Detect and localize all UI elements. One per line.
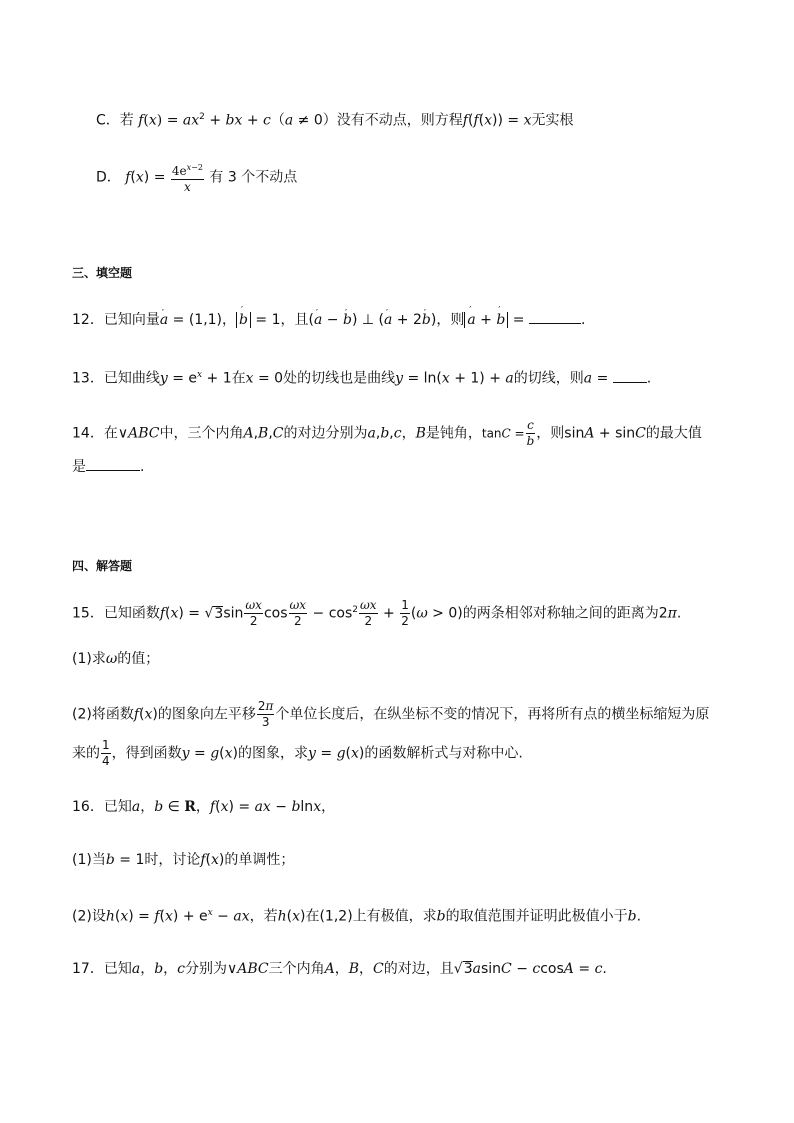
q14-line-2: 是	[72, 459, 86, 475]
q17-text-3: 的对边，且	[383, 961, 454, 977]
q15-p2-g: 的函数解析式与对称中心.	[364, 745, 523, 762]
option-c-text-1: 没有不动点，则方程	[336, 112, 463, 129]
q15-p2-c: 个单位长度后，在纵坐标不变的情况下，再将所有点的横坐标缩短为原	[275, 706, 710, 723]
q12-text-2: ，则	[436, 312, 465, 328]
q14-text-6: 的最大值	[645, 425, 702, 442]
q15-p1-b: 的值；	[117, 651, 160, 667]
question-14-line-2: 是 .	[72, 456, 144, 478]
q13-text-2: 处的切线也是曲线	[283, 370, 396, 387]
question-15: 15．已知函数f(x) = √3sin $\frac{\omega x}{2}$ cos $\frac{\omega x}{2}$ − $\cos^2$ $\frac{\omega x}{2}$ + $\frac{1}{2}$ (ω > 0)的两条相邻对称轴之间的距离为2π.	[72, 598, 682, 628]
q15-p2-d: 来的	[72, 745, 100, 762]
q16-p2-a: (2)设	[72, 908, 106, 925]
q12-text-3: =	[512, 312, 525, 328]
q15-p2-a: (2)将函数	[72, 706, 134, 723]
formula: f	[138, 112, 144, 129]
q13-text-1: 在	[231, 370, 246, 387]
q15-p2-b: 的图象向左平移	[157, 706, 256, 723]
q16-p2-d: 上有极值，求	[352, 908, 437, 925]
q14-text-1: 中，三个内角	[159, 425, 244, 442]
option-c-label: C．若	[96, 112, 134, 129]
question-15-part-2-line-2: 来的 $\frac{1}{4}$ ，得到函数y = g(x)的图象，求y = g(x)的函数解析式与对称中心.	[72, 738, 523, 768]
fraction: $\frac{4e^{x-2}}{x}$	[171, 160, 204, 195]
q13-number: 13．已知曲线	[72, 370, 160, 387]
section-title-fill-blank: 三、填空题	[72, 266, 133, 280]
question-16-part-2: (2)设$h(x) = f(x) + e^x$ − ax，若h(x)在(1,2)上有极值，求b的取值范围并证明此极值小于b.	[72, 908, 642, 925]
q16-p1-a: (1)当	[72, 852, 106, 868]
q15-p1-a: (1)求	[72, 651, 106, 667]
section-title-solution: 四、解答题	[72, 559, 133, 573]
answer-blank[interactable]	[529, 309, 581, 324]
q16-p2-b: ，若	[249, 908, 278, 925]
answer-blank[interactable]	[613, 368, 647, 383]
q15-text-1: 的两条相邻对称轴之间的距离为	[462, 605, 659, 622]
q16-p1-b: 时，讨论	[144, 852, 201, 868]
q17-text-2: 三个内角	[268, 961, 325, 977]
q15-p2-f: 的图象，求	[238, 745, 309, 762]
question-12: 12．已知向量′ a = (1,1)，′ b = 1，且(′ a − ′ b) ⊥ (′ a + 2′ b)，则′ a + ′ b = .	[72, 309, 585, 331]
question-13: 13．已知曲线$y = e^x + 1$在x = 0处的切线也是曲线y = ln(x + 1) + a的切线，则a = .	[72, 364, 651, 390]
q14-text-3: ，	[401, 425, 416, 442]
q17-number: 17．已知	[72, 961, 132, 977]
q16-number: 16．已知	[72, 799, 132, 815]
q16-p2-c: 在	[305, 908, 320, 925]
question-14: 14．在∨ABC中，三个内角A,B,C的对边分别为a,b,c，B是钝角，tanC = $\frac{c}{b}$ ，则sinA + sinC的最大值	[72, 418, 702, 448]
q16-text-1: ，	[195, 799, 210, 815]
q14-number: 14．在	[72, 425, 118, 442]
option-d-label: D．	[96, 169, 121, 186]
q12-text-1: ，且	[280, 312, 309, 328]
question-16-part-1: (1)当b = 1时，讨论f(x)的单调性；	[72, 852, 295, 868]
question-16: 16．已知a，b ∈ R，f(x) = ax − blnx，	[72, 799, 336, 815]
q16-p1-c: 的单调性；	[224, 852, 295, 868]
option-d: D． f(x) = $\frac{4e^{x-2}}{x}$ 有 3 个不动点	[96, 160, 297, 195]
q16-p2-e: 的取值范围并证明此极值小于	[445, 908, 628, 925]
option-c-text-2: 无实根	[531, 112, 574, 129]
answer-blank[interactable]	[86, 456, 140, 471]
option-d-text-1: 有 3 个不动点	[209, 169, 298, 186]
option-c: C．若 $f(x) = ax^2$ + bx + c（a ≠ 0）没有不动点，则方程f(f(x)) = x无实根	[96, 112, 574, 129]
question-17: 17．已知a，b，c分别为∨ABC三个内角A，B，C的对边，且√3asinC − ccosA = c.	[72, 961, 607, 977]
q14-text-2: 的对边分别为	[283, 425, 368, 442]
q14-text-4: 是钝角，	[425, 425, 482, 442]
q15-number: 15．已知函数	[72, 605, 160, 622]
question-15-part-2: (2)将函数f(x)的图象向左平移 $\frac{2\pi}{3}$ 个单位长度后，在纵坐标不变的情况下，再将所有点的横坐标缩短为原	[72, 699, 710, 729]
q17-text-1: 分别为	[185, 961, 227, 977]
question-15-part-1: (1)求ω的值；	[72, 651, 160, 667]
q15-p2-e: ，得到函数	[111, 745, 182, 762]
q14-text-5: ，则	[536, 425, 565, 442]
q13-text-3: 的切线，则	[513, 370, 584, 387]
q12-number: 12．已知向量	[72, 312, 160, 328]
